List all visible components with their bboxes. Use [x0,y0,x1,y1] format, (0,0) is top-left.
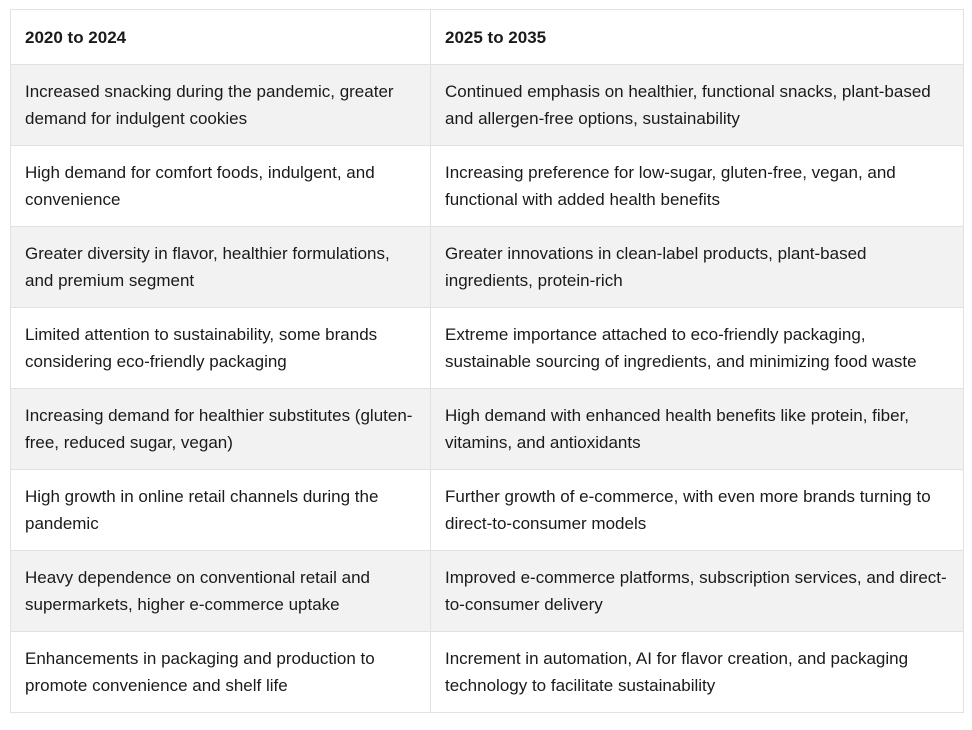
table-cell-2020-2024: Limited attention to sustainability, some brands considering eco-friendly packaging [11,308,431,389]
table-cell-2020-2024: High growth in online retail channels during the pandemic [11,470,431,551]
table-cell-2020-2024: Increased snacking during the pandemic, greater demand for indulgent cookies [11,65,431,146]
table-row [11,146,964,227]
table-row [11,389,964,470]
table-row [11,551,964,632]
table-row [11,632,964,713]
table-row [11,65,964,146]
table-cell-2020-2024: Heavy dependence on conventional retail and supermarkets, higher e-commerce uptake [11,551,431,632]
table-cell-2025-2035: Greater innovations in clean-label products, plant-based ingredients, protein-rich [431,227,964,308]
table-cell-2020-2024: Enhancements in packaging and production to promote convenience and shelf life [11,632,431,713]
table-cell-2020-2024: High demand for comfort foods, indulgent, and convenience [11,146,431,227]
comparison-table-container [10,9,963,713]
table-row [11,470,964,551]
column-header-2025-2035: 2025 to 2035 [431,10,964,65]
table-row [11,227,964,308]
table-cell-2025-2035: High demand with enhanced health benefits like protein, fiber, vitamins, and antioxidants [431,389,964,470]
table-cell-2025-2035: Further growth of e-commerce, with even more brands turning to direct-to-consumer models [431,470,964,551]
table-row [11,308,964,389]
table-cell-2025-2035: Improved e-commerce platforms, subscription services, and direct-to-consumer delivery [431,551,964,632]
table-cell-2020-2024: Greater diversity in flavor, healthier formulations, and premium segment [11,227,431,308]
column-header-2020-2024: 2020 to 2024 [11,10,431,65]
table-cell-2020-2024: Increasing demand for healthier substitutes (gluten-free, reduced sugar, vegan) [11,389,431,470]
table-cell-2025-2035: Increasing preference for low-sugar, gluten-free, vegan, and functional with added health benefits [431,146,964,227]
table-cell-2025-2035: Increment in automation, AI for flavor creation, and packaging technology to facilitate sustainability [431,632,964,713]
table-cell-2025-2035: Continued emphasis on healthier, functional snacks, plant-based and allergen-free options, sustainability [431,65,964,146]
table-header-row [11,10,964,65]
comparison-table [10,9,964,713]
table-cell-2025-2035: Extreme importance attached to eco-friendly packaging, sustainable sourcing of ingredients, and minimizing food waste [431,308,964,389]
